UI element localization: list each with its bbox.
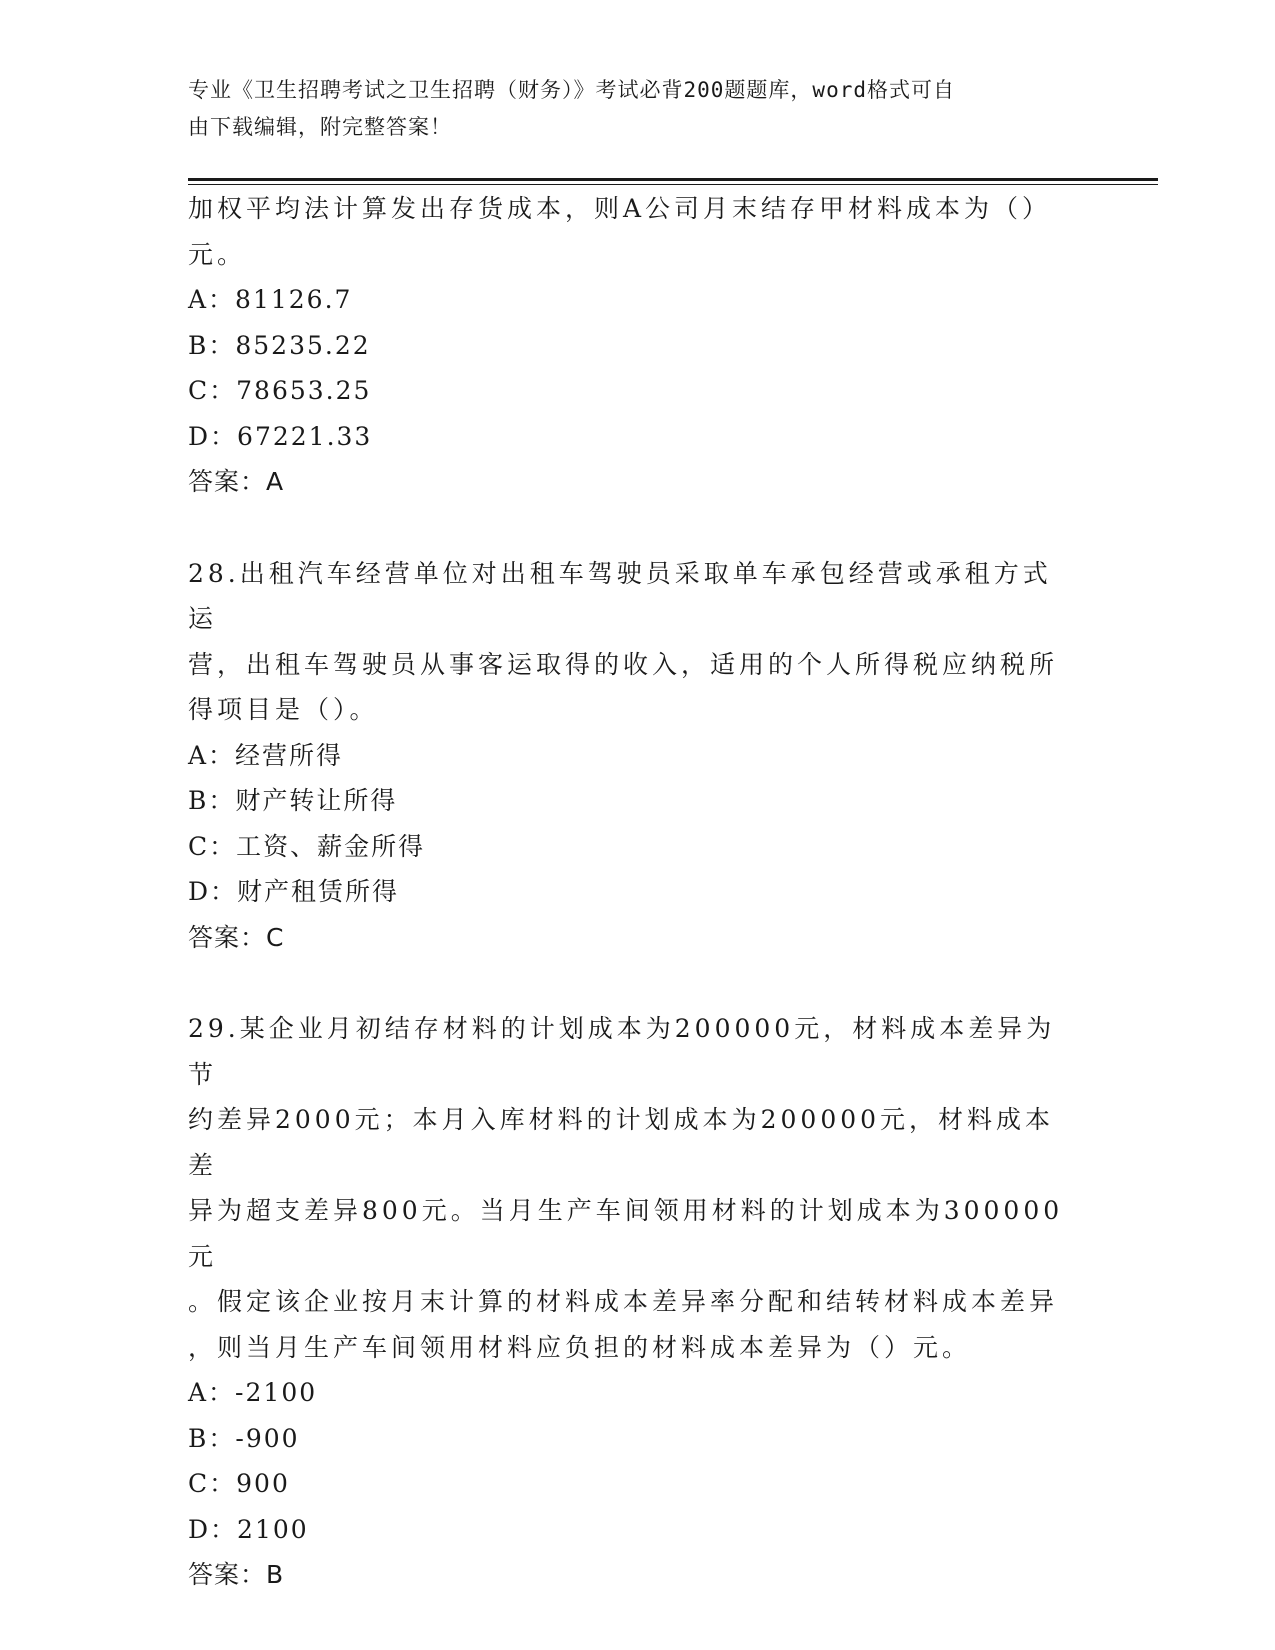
question-text-line: 元。 [188, 239, 247, 269]
question-text-line: 异为超支差异800元。当月生产车间领用材料的计划成本为300000元 [188, 1196, 1064, 1271]
option-c: C：900 [188, 1469, 290, 1498]
option-d: D：67221.33 [188, 421, 373, 451]
question-text-line: 营，出租车驾驶员从事客运取得的收入，适用的个人所得税应纳税所 [188, 649, 1059, 679]
question-28 [188, 551, 1068, 961]
spacer [188, 505, 1068, 551]
question-text-line: ，则当月生产车间领用材料应负担的材料成本差异为（）元。 [188, 1332, 972, 1362]
header-rule-thick [188, 178, 1158, 181]
option-b: B：-900 [188, 1423, 300, 1453]
option-c: C：78653.25 [188, 376, 372, 405]
question-text-line: 29.某企业月初结存材料的计划成本为200000元，材料成本差异为节 [188, 1014, 1056, 1089]
question-text-line: 28.出租汽车经营单位对出租车驾驶员采取单车承包经营或承租方式运 [188, 558, 1052, 633]
option-a: A：-2100 [188, 1378, 318, 1407]
question-27 [188, 186, 1068, 505]
document-header [188, 72, 1088, 146]
header-line-2: 由下载编辑，附完整答案！ [188, 115, 452, 139]
question-29 [188, 1006, 1068, 1598]
answer-line: 答案：C [188, 922, 285, 952]
option-d: D：财产租赁所得 [188, 877, 400, 906]
option-b: B：85235.22 [188, 330, 371, 360]
option-a: A：经营所得 [188, 740, 344, 770]
question-list [188, 186, 1068, 1598]
question-text-line: 加权平均法计算发出存货成本，则A公司月末结存甲材料成本为（） [188, 194, 1052, 223]
answer-line: 答案：A [188, 467, 285, 496]
header-rule-thin [188, 184, 1158, 185]
question-text-line: 。假定该企业按月末计算的材料成本差异率分配和结转材料成本差异 [188, 1287, 1059, 1316]
option-d: D：2100 [188, 1514, 309, 1544]
option-c: C：工资、薪金所得 [188, 831, 426, 861]
option-a: A：81126.7 [188, 285, 353, 314]
spacer [188, 960, 1068, 1006]
header-line-1: 专业《卫生招聘考试之卫生招聘（财务）》考试必背200题题库，word格式可自 [188, 78, 955, 102]
question-text-line: 得项目是（）。 [188, 695, 379, 724]
question-text-line: 约差异2000元；本月入库材料的计划成本为200000元，材料成本差 [188, 1105, 1055, 1180]
answer-line: 答案：B [188, 1560, 285, 1589]
option-b: B：财产转让所得 [188, 786, 398, 815]
